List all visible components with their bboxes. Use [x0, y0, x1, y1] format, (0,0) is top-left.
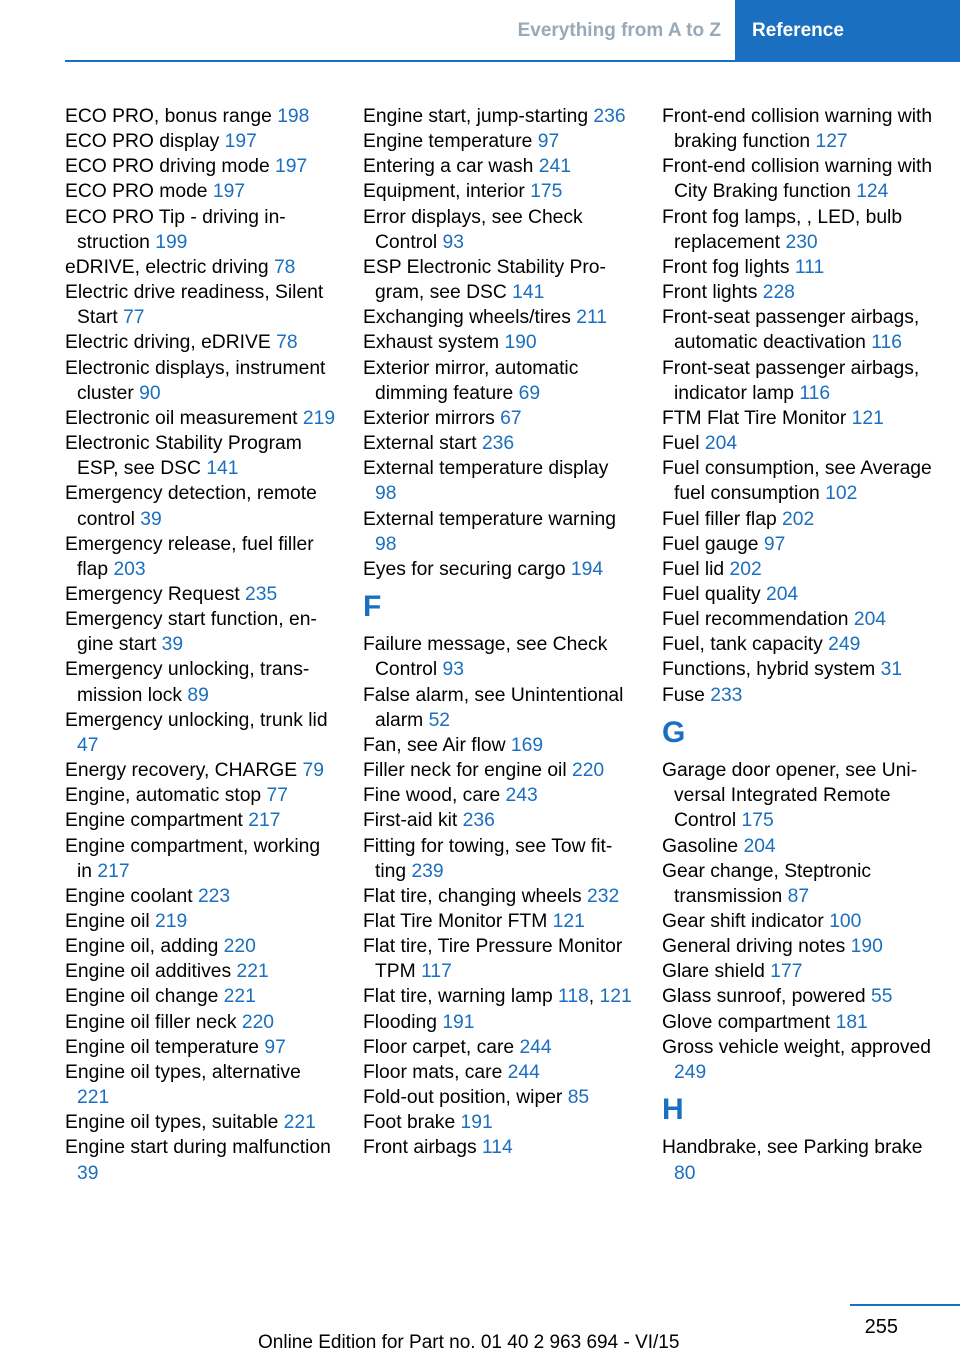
index-entry-text: Foot brake: [363, 1112, 461, 1134]
index-entry: [363, 1085, 635, 1110]
index-entry-text: Front lights: [662, 282, 763, 304]
index-entry: [662, 984, 934, 1009]
page-reference-link[interactable]: 87: [787, 885, 810, 907]
index-entry: [65, 959, 337, 984]
index-entry-text: Fuse: [662, 684, 711, 706]
index-entry: [65, 356, 337, 406]
page-reference-link[interactable]: 236: [481, 433, 515, 455]
index-entry-text: ECO PRO, bonus range: [65, 106, 278, 127]
index-entry: [662, 104, 934, 154]
index-entry: [363, 330, 635, 355]
index-entry: [363, 431, 635, 456]
page-reference-link[interactable]: 197: [212, 181, 246, 203]
index-entry: [65, 406, 337, 431]
page-reference-link[interactable]: 89: [187, 684, 209, 706]
page-reference-link[interactable]: 235: [245, 583, 278, 605]
index-letter-heading: G: [662, 715, 686, 749]
page-reference-link[interactable]: 194: [570, 558, 604, 580]
index-entry: [662, 834, 934, 859]
page-reference-link[interactable]: 55: [871, 986, 893, 1008]
index-column-3: [662, 104, 934, 1186]
index-entry: [65, 1110, 337, 1135]
index-entry: [65, 481, 337, 531]
page-reference-link[interactable]: 244: [507, 1061, 540, 1083]
page-reference-link[interactable]: 190: [850, 936, 883, 958]
index-entry-text: Flat Tire Monitor FTM: [363, 910, 553, 932]
page-reference-link[interactable]: 90: [139, 382, 161, 404]
index-entry-text: Fold-out position, wiper: [363, 1087, 568, 1109]
index-entry-text: Entering a car wash: [363, 156, 539, 178]
page-reference-link[interactable]: 220: [571, 760, 605, 782]
page-reference-link[interactable]: 232: [587, 885, 620, 907]
index-entry-text: Fuel recommendation: [662, 609, 854, 631]
index-entry: [65, 834, 337, 884]
index-entry-text: Electric driving, eDRIVE: [65, 332, 277, 354]
index-entry-text: Gasoline: [662, 835, 744, 857]
page-reference-link[interactable]: 121: [599, 986, 632, 1008]
page-reference-link[interactable]: 219: [302, 407, 336, 429]
page-reference-link[interactable]: 223: [197, 885, 231, 907]
page-reference-link[interactable]: 67: [500, 407, 522, 429]
page-reference-link[interactable]: 220: [241, 1011, 275, 1033]
index-entry: [363, 507, 635, 557]
index-entry: [363, 884, 635, 909]
index-entry-text: General driving notes: [662, 936, 851, 958]
index-entry: [363, 632, 635, 682]
page-reference-link[interactable]: 221: [77, 1087, 110, 1109]
index-entry-text: Engine oil filler neck: [65, 1011, 242, 1033]
page-reference-link[interactable]: 116: [871, 332, 902, 354]
index-entry: [65, 431, 337, 481]
index-entry: [65, 1035, 337, 1060]
index-entry: [662, 1135, 934, 1185]
index-entry-text: Flooding: [363, 1011, 443, 1033]
page-reference-link[interactable]: 121: [552, 910, 585, 932]
index-entry: [65, 884, 337, 909]
page-reference-link[interactable]: 52: [428, 709, 451, 731]
index-entry: [363, 1035, 635, 1060]
page-reference-link[interactable]: 191: [442, 1011, 475, 1033]
index-entry: [662, 532, 934, 557]
reference-tab[interactable]: Reference: [735, 0, 960, 62]
index-entry-text: Glare shield: [662, 961, 771, 983]
index-entry: [662, 657, 934, 682]
index-entry-text: Handbrake, see Parking brake: [662, 1137, 923, 1159]
page-reference-link[interactable]: 118: [558, 986, 589, 1008]
index-entry-text: Filler neck for engine oil: [363, 760, 572, 782]
index-entry-text: Emergency release, fuel filler flap: [65, 533, 314, 580]
index-letter-heading: F: [363, 589, 382, 623]
page-reference-separator: ,: [588, 986, 600, 1008]
page-reference-link[interactable]: 31: [880, 659, 903, 681]
index-entry: [662, 255, 934, 280]
page-reference-link[interactable]: 239: [411, 860, 444, 882]
index-entry: [363, 909, 635, 934]
index-entry-text: Emergency Request: [65, 583, 246, 605]
page-reference-link[interactable]: 121: [851, 407, 884, 429]
footer-rule: [850, 1304, 960, 1306]
index-entry-text: Front-end collision warning with braking function: [662, 106, 933, 153]
index-entry-text: Floor carpet, care: [363, 1036, 520, 1058]
page-reference-link[interactable]: 244: [519, 1036, 552, 1058]
index-entry-text: Engine oil temperature: [65, 1036, 265, 1058]
index-entry: [65, 205, 337, 255]
index-entry: [662, 582, 934, 607]
page-reference-link[interactable]: 78: [276, 332, 298, 354]
index-entry: [662, 959, 934, 984]
index-entry: [662, 356, 934, 406]
index-entry-text: Failure message, see Check Control: [363, 634, 608, 681]
index-entry-text: Electronic displays, instrument cluster: [65, 357, 326, 404]
page-reference-link[interactable]: 77: [266, 785, 288, 807]
page-reference-link[interactable]: 190: [504, 332, 537, 354]
index-entry: [662, 758, 934, 833]
header-rule: [65, 60, 960, 62]
index-entry: [65, 934, 337, 959]
index-entry: [662, 507, 934, 532]
index-entry: [65, 984, 337, 1009]
index-entry: [65, 909, 337, 934]
page-reference-link[interactable]: 204: [704, 433, 738, 455]
page-reference-link[interactable]: 204: [765, 583, 799, 605]
index-entry-text: Engine start, jump-starting: [363, 106, 594, 127]
index-entry: [662, 934, 934, 959]
index-entry-text: Glove compartment: [662, 1011, 836, 1033]
index-entry: [363, 758, 635, 783]
index-entry: [363, 356, 635, 406]
index-entry-text: Engine temperature: [363, 131, 538, 153]
index-entry: [363, 984, 635, 1009]
index-entry-text: Front airbags: [363, 1137, 482, 1159]
index-entry: [662, 431, 934, 456]
page-header: [0, 0, 960, 62]
page-reference-link[interactable]: 93: [442, 231, 464, 253]
index-entry-text: Fuel: [662, 433, 705, 455]
index-entry-text: Garage door opener, see Universal Integrated Remote Control: [662, 760, 918, 832]
page-reference-link[interactable]: 221: [236, 961, 269, 983]
index-entry: [662, 154, 934, 204]
index-entry-text: Eyes for securing cargo: [363, 558, 571, 580]
index-entry-text: Front-end collision warning with City Braking function: [662, 156, 933, 203]
index-entry: [65, 1135, 337, 1185]
page-reference-link[interactable]: 98: [375, 483, 397, 505]
page-reference-link[interactable]: 116: [799, 382, 831, 404]
page-reference-link[interactable]: 197: [224, 131, 257, 153]
index-entry-text: External start: [363, 433, 482, 455]
page-reference-link[interactable]: 181: [835, 1011, 868, 1033]
index-entry-text: ESP Electronic Stability Program, see DSC: [363, 256, 606, 304]
index-entry-text: Fuel quality: [662, 583, 766, 605]
index-entry: [662, 632, 934, 657]
index-entry: [65, 129, 337, 154]
page-reference-link[interactable]: 97: [264, 1036, 286, 1058]
index-entry-text: Equipment, interior: [363, 181, 531, 203]
index-entry: [363, 154, 635, 179]
index-entry-text: Engine compartment, working in: [65, 835, 321, 882]
index-entry-text: Engine oil types, alternative: [65, 1061, 301, 1083]
index-entry-text: Fuel, tank capacity: [662, 634, 829, 656]
index-entry: [363, 934, 635, 984]
index-entry-text: Fan, see Air flow: [363, 734, 511, 756]
index-entry-text: ECO PRO Tip - driving instruction: [65, 206, 286, 253]
page-reference-link[interactable]: 249: [828, 634, 861, 656]
index-entry-text: Electronic oil measurement: [65, 407, 303, 429]
index-entry: [662, 909, 934, 934]
page-reference-link[interactable]: 233: [710, 684, 743, 706]
page-reference-link[interactable]: 249: [674, 1061, 707, 1083]
page-reference-link[interactable]: 202: [729, 558, 762, 580]
index-entry-text: Engine oil additives: [65, 961, 237, 983]
page-reference-link[interactable]: 47: [77, 734, 99, 756]
index-entry-text: Exterior mirror, automatic dimming feature: [363, 357, 579, 404]
index-entry: [662, 557, 934, 582]
index-entry-text: Engine oil: [65, 911, 156, 932]
index-entry-text: ECO PRO display: [65, 131, 225, 153]
index-entry-text: Emergency unlocking, trunk lid: [65, 709, 328, 731]
index-entry: [662, 205, 934, 255]
index-entry: [363, 808, 635, 833]
index-entry-text: Electric drive readiness, Silent Start: [65, 282, 324, 329]
index-entry-text: Energy recovery, CHARGE: [65, 760, 303, 782]
index-entry-text: Emergency start function, engine start: [65, 609, 317, 656]
index-entry: [662, 859, 934, 909]
index-entry: [65, 1060, 337, 1110]
index-entry: [662, 406, 934, 431]
index-entry-text: ECO PRO driving mode: [65, 156, 276, 178]
index-entry-text: Front-seat passenger airbags, automatic deactivation: [662, 307, 920, 354]
index-entry: [65, 607, 337, 657]
index-entry-text: Front fog lights: [662, 256, 795, 278]
page-reference-link[interactable]: 217: [248, 810, 281, 832]
page-reference-link[interactable]: 221: [283, 1112, 316, 1134]
page-reference-link[interactable]: 93: [442, 659, 464, 681]
index-entry-text: First-aid kit: [363, 810, 463, 832]
page-reference-link[interactable]: 39: [77, 1162, 99, 1184]
index-entry: [65, 532, 337, 582]
index-entry-text: Glass sunroof, powered: [662, 986, 871, 1008]
index-entry-text: Engine oil types, suitable: [65, 1112, 284, 1134]
index-entry: [363, 205, 635, 255]
index-entry-text: Exhaust system: [363, 332, 505, 354]
page-reference-link[interactable]: 241: [538, 156, 571, 178]
index-entry: [363, 834, 635, 884]
index-entry: [363, 783, 635, 808]
index-entry-text: ECO PRO mode: [65, 181, 213, 203]
index-entry: [65, 1010, 337, 1035]
index-entry: [662, 1010, 934, 1035]
index-entry-text: Error displays, see Check Control: [363, 206, 583, 253]
page-reference-link[interactable]: 114: [481, 1137, 513, 1159]
index-entry: [363, 1110, 635, 1135]
page-reference-link[interactable]: 220: [223, 936, 256, 958]
index-entry: [65, 330, 337, 355]
page-reference-link[interactable]: 177: [770, 961, 803, 983]
page-reference-link[interactable]: 169: [510, 734, 544, 756]
index-entry: [65, 104, 337, 129]
index-entry-text: Gear change, Steptronic transmission: [662, 860, 872, 907]
index-entry-text: Engine, automatic stop: [65, 785, 267, 807]
page-reference-link[interactable]: 236: [593, 106, 626, 127]
index-entry: [65, 280, 337, 330]
index-entry: [363, 456, 635, 506]
index-entry-text: Flat tire, changing wheels: [363, 885, 587, 907]
index-entry-text: External temperature display: [363, 458, 609, 480]
index-entry: [662, 456, 934, 506]
index-entry-text: Gear shift indicator: [662, 910, 830, 932]
index-entry-text: Fitting for towing, see Tow fitting: [363, 835, 613, 882]
index-entry-text: Emergency unlocking, transmission lock: [65, 659, 310, 706]
index-entry-text: Exchanging wheels/tires: [363, 307, 577, 329]
page-reference-link[interactable]: 199: [155, 231, 188, 253]
page-reference-link[interactable]: 236: [462, 810, 495, 832]
index-entry-text: Engine coolant: [65, 885, 198, 907]
index-entry-text: Electronic Stability Program ESP, see DSC: [65, 433, 302, 480]
index-entry: [65, 708, 337, 758]
index-entry: [363, 1135, 635, 1160]
page-reference-link[interactable]: 97: [763, 533, 786, 555]
edition-note: Online Edition for Part no. 01 40 2 963 694 - VI/15: [258, 1332, 680, 1353]
index-entry-text: Front-seat passenger airbags, indicator lamp: [662, 357, 920, 404]
index-entry: [662, 607, 934, 632]
page-reference-link[interactable]: 141: [206, 458, 239, 480]
index-entry-text: Fuel lid: [662, 558, 730, 580]
index-entry-text: Engine compartment: [65, 810, 249, 832]
index-entry: [363, 255, 635, 305]
index-column-2: [363, 104, 635, 1161]
page-reference-link[interactable]: 39: [140, 508, 162, 530]
page-reference-link[interactable]: 211: [576, 307, 608, 329]
page-reference-link[interactable]: 204: [743, 835, 776, 857]
index-entry-text: Flat tire, warning lamp: [363, 986, 559, 1008]
page-reference-link[interactable]: 80: [674, 1162, 696, 1184]
index-entry: [662, 280, 934, 305]
index-entry-text: False alarm, see Unintentional alarm: [363, 684, 624, 731]
page-reference-link[interactable]: 124: [856, 181, 889, 203]
page-reference-link[interactable]: 79: [302, 760, 324, 782]
index-entry-text: eDRIVE, electric driving: [65, 256, 274, 278]
page-reference-link[interactable]: 85: [567, 1087, 590, 1109]
index-entry: [662, 683, 934, 708]
page-reference-link[interactable]: 219: [155, 911, 188, 932]
index-entry: [65, 582, 337, 607]
index-entry-text: Engine oil, adding: [65, 936, 224, 958]
index-entry: [363, 1010, 635, 1035]
page-reference-link[interactable]: 175: [741, 810, 774, 832]
index-entry-text: FTM Flat Tire Monitor: [662, 407, 852, 429]
index-entry: [363, 1060, 635, 1085]
index-entry: [363, 406, 635, 431]
page-reference-link[interactable]: 197: [275, 156, 308, 178]
page-reference-link[interactable]: 198: [277, 106, 310, 127]
index-entry-text: Fuel filler flap: [662, 508, 783, 530]
page-reference-link[interactable]: 97: [537, 131, 560, 153]
index-entry: [363, 683, 635, 733]
page-reference-link[interactable]: 98: [375, 533, 397, 555]
page-reference-link[interactable]: 78: [273, 256, 296, 278]
index-entry-text: Flat tire, Tire Pressure Monitor TPM: [363, 936, 623, 983]
index-entry-text: Emergency detection, remote control: [65, 483, 317, 530]
index-entry: [662, 1035, 934, 1085]
page-reference-link[interactable]: 141: [512, 282, 545, 304]
index-entry-text: Fuel consumption, see Average fuel consumption: [662, 458, 932, 505]
index-entry-text: Functions, hybrid system: [662, 659, 881, 681]
page-reference-link[interactable]: 100: [829, 910, 862, 932]
index-entry: [363, 129, 635, 154]
index-entry-text: Fine wood, care: [363, 785, 506, 807]
page-reference-link[interactable]: 111: [794, 256, 825, 278]
page-number: 255: [864, 1316, 898, 1338]
page-reference-link[interactable]: 228: [762, 282, 795, 304]
index-entry: [363, 179, 635, 204]
index-entry-text: Engine oil change: [65, 986, 224, 1008]
page-reference-link[interactable]: 117: [421, 961, 452, 983]
index-entry: [65, 255, 337, 280]
index-entry: [363, 305, 635, 330]
index-entry: [65, 808, 337, 833]
page-reference-link[interactable]: 230: [785, 231, 818, 253]
page-reference-link[interactable]: 204: [853, 609, 887, 631]
index-entry: [65, 657, 337, 707]
index-entry: [662, 305, 934, 355]
index-entry-text: Engine start during malfunction: [65, 1137, 331, 1159]
index-entry-text: Floor mats, care: [363, 1061, 508, 1083]
page-reference-link[interactable]: 39: [161, 634, 184, 656]
index-column-1: [65, 104, 337, 1186]
index-entry-text: Exterior mirrors: [363, 407, 501, 429]
page-reference-link[interactable]: 191: [460, 1112, 493, 1134]
index-entry: [65, 154, 337, 179]
index-entry: [65, 179, 337, 204]
index-entry: [363, 733, 635, 758]
page-reference-link[interactable]: 69: [518, 382, 541, 404]
index-entry-text: Fuel gauge: [662, 533, 764, 555]
page-reference-link[interactable]: 202: [782, 508, 815, 530]
index-entry-text: Gross vehicle weight, approved: [662, 1036, 932, 1058]
index-entry: [363, 557, 635, 582]
section-title: Everything from A to Z: [517, 20, 721, 41]
page-reference-link[interactable]: 221: [223, 986, 256, 1008]
page-reference-link[interactable]: 102: [825, 483, 858, 505]
index-entry: [65, 783, 337, 808]
page-reference-link[interactable]: 77: [123, 307, 145, 329]
page-reference-link[interactable]: 217: [97, 860, 130, 882]
index-entry-text: External temperature warning: [363, 508, 616, 530]
index-entry: [363, 104, 635, 129]
index-entry-text: Front fog lamps, , LED, bulb replacement: [662, 206, 903, 253]
page-reference-link[interactable]: 243: [505, 785, 538, 807]
page-reference-link[interactable]: 175: [530, 181, 563, 203]
page-reference-link[interactable]: 203: [113, 558, 146, 580]
page-reference-link[interactable]: 127: [815, 131, 848, 153]
index-letter-heading: H: [662, 1093, 684, 1127]
index-entry: [65, 758, 337, 783]
